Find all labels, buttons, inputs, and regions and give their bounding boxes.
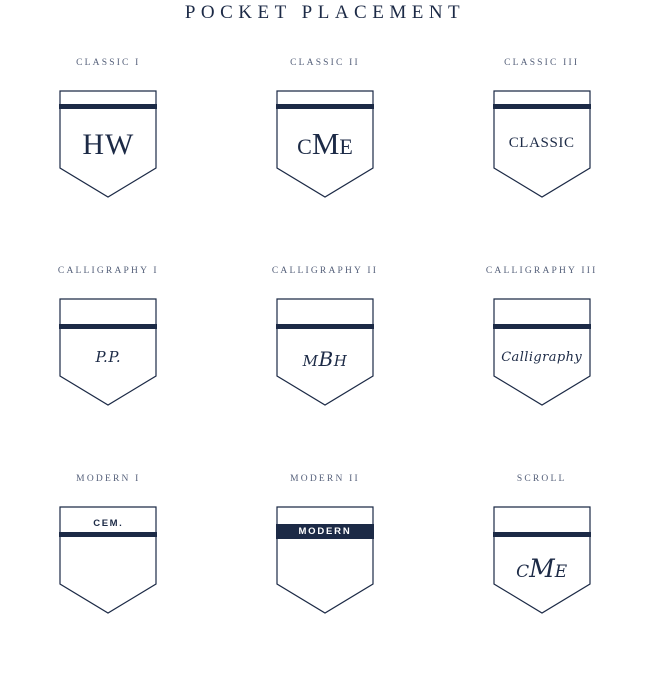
option-label: MODERN I	[76, 474, 141, 484]
monogram-text: HW	[82, 128, 135, 161]
monogram-initial-last: E	[339, 134, 353, 159]
option-modern-1[interactable]	[0, 474, 217, 682]
pocket-shape	[276, 90, 374, 198]
monogram-text	[493, 556, 591, 581]
option-modern-2[interactable]	[217, 474, 434, 682]
option-label: CLASSIC I	[76, 58, 141, 68]
pocket-stripe	[276, 104, 374, 109]
pocket-shape	[493, 90, 591, 198]
monogram-initial-first: M	[302, 352, 319, 370]
options-grid	[0, 58, 650, 682]
option-label: SCROLL	[516, 474, 567, 484]
pocket-shape	[59, 90, 157, 198]
option-calligraphy-1[interactable]	[0, 266, 217, 474]
pocket-outline-icon	[276, 506, 374, 614]
monogram-text	[276, 128, 374, 159]
pocket-shape	[493, 298, 591, 406]
pocket-stripe	[276, 324, 374, 329]
option-label: CALLIGRAPHY II	[271, 266, 379, 276]
option-calligraphy-2[interactable]	[217, 266, 434, 474]
option-classic-2[interactable]	[217, 58, 434, 266]
option-label: CALLIGRAPHY I	[57, 266, 159, 276]
option-label: MODERN II	[290, 474, 360, 484]
monogram-text: P.P.	[95, 348, 122, 366]
option-calligraphy-3[interactable]	[433, 266, 650, 474]
pocket-stripe	[493, 324, 591, 329]
pocket-shape	[59, 506, 157, 614]
pocket-stripe	[59, 532, 157, 537]
page-title: POCKET PLACEMENT	[184, 2, 466, 23]
pocket-stripe	[59, 104, 157, 109]
monogram-text: CEM.	[93, 518, 124, 529]
monogram-text: CLASSIC	[508, 135, 575, 151]
pocket-stripe	[493, 104, 591, 109]
option-scroll[interactable]	[433, 474, 650, 682]
monogram-initial-middle: M	[311, 126, 340, 161]
monogram-initial-middle: B	[318, 347, 334, 371]
monogram-initial-middle: M	[529, 554, 555, 583]
pocket-shape	[59, 298, 157, 406]
pocket-shape	[276, 506, 374, 614]
option-label: CLASSIC II	[290, 58, 360, 68]
option-classic-1[interactable]	[0, 58, 217, 266]
monogram-text: MODERN	[298, 526, 352, 537]
pocket-shape	[493, 506, 591, 614]
option-classic-3[interactable]	[433, 58, 650, 266]
pocket-shape	[276, 298, 374, 406]
pocket-stripe	[59, 324, 157, 329]
monogram-text	[276, 349, 374, 369]
option-label: CALLIGRAPHY III	[485, 266, 598, 276]
monogram-initial-first: C	[297, 134, 312, 159]
pocket-stripe	[493, 532, 591, 537]
monogram-text: Calligraphy	[501, 350, 583, 365]
monogram-initial-first: C	[516, 562, 530, 582]
option-label: CLASSIC III	[504, 58, 580, 68]
monogram-initial-last: E	[554, 562, 568, 582]
monogram-initial-last: H	[333, 352, 348, 370]
